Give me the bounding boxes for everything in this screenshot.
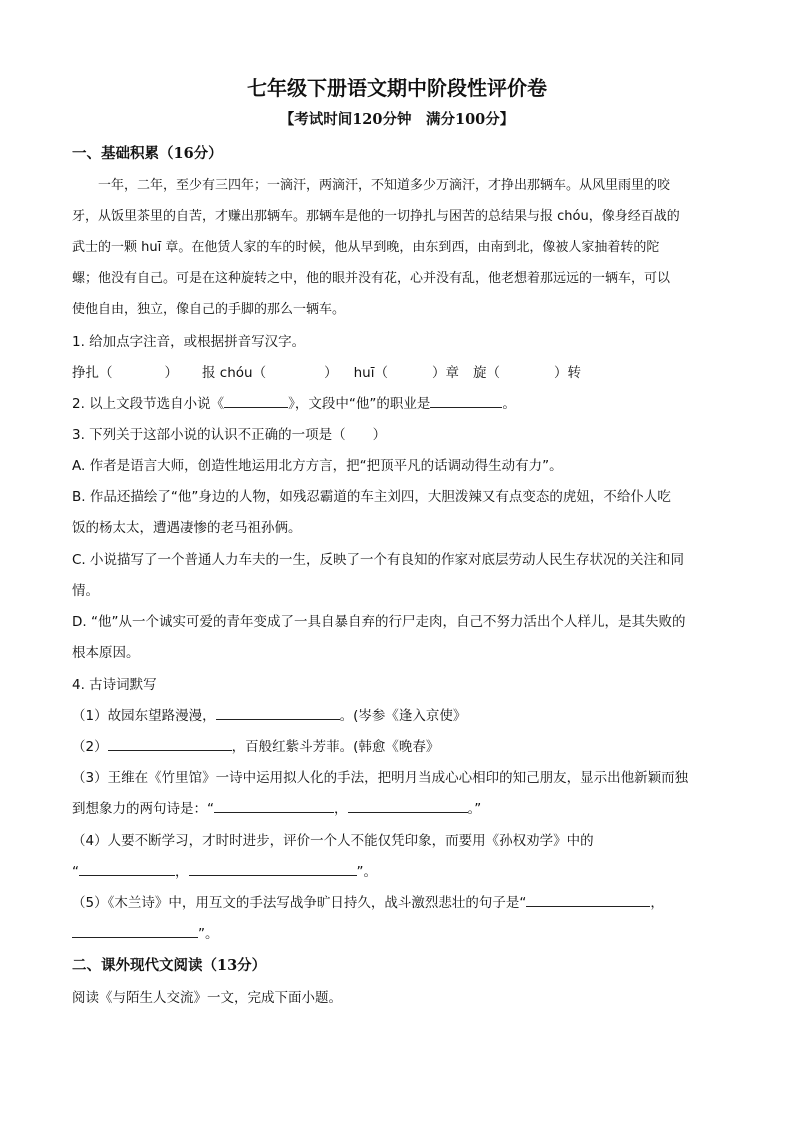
answer-blank[interactable] [108,736,232,751]
question-2: 2. 以上文段节选自小说《 》，文段中“他”的职业是 。 [72,392,516,412]
passage-line: 使他自由，独立，像自己的手脚的那么一辆车。 [72,302,346,317]
answer-blank[interactable] [526,892,650,907]
option-c-cont: 情。 [72,583,99,599]
option-d-cont: 根本原因。 [72,645,140,661]
option-a: A. 作者是语言大师，创造性地运用北方方言，把“把顶平凡的话调动得生动有力”。 [72,458,563,474]
question-3: 3. 下列关于这部小说的认识不正确的一项是（ ） [72,427,387,443]
poem-item-4: （4）人要不断学习，才时时进步，评价一个人不能仅凭印象，而要用《孙权劝学》中的 [72,833,594,849]
option-d: D. “他”从一个诚实可爱的青年变成了一具自暴自弃的行尸走肉，自己不努力活出个人样儿，是其失败的 [72,614,686,630]
question-4: 4. 古诗词默写 [72,677,157,693]
question-1: 1. 给加点字注音，或根据拼音写汉字。 [72,334,306,350]
poem-item-5-cont: ”。 [72,922,219,942]
answer-blank[interactable] [72,923,198,938]
answer-blank[interactable] [224,393,288,408]
option-c: C. 小说描写了一个普通人力车夫的一生，反映了一个有良知的作家对底层劳动人民生存状况的关注和同 [72,552,685,568]
section-2-heading: 二、课外现代文阅读（13分） [72,957,267,974]
answer-blank[interactable] [216,705,340,720]
poem-item-3-cont: 到想象力的两句诗是：“ ， 。” [72,797,481,817]
passage-line: 牙，从饭里茶里的自苦，才赚出那辆车。那辆车是他的一切挣扎与困苦的总结果与报 chóu，像身经百战的 [72,209,680,224]
answer-blank[interactable] [348,798,468,813]
poem-item-1: （1）故园东望路漫漫， 。(岑参《逢入京使》 [72,704,466,724]
option-b-cont: 饭的杨太太，遭遇凄惨的老马祖孙俩。 [72,520,302,536]
exam-info: 【考试时间120分钟 满分100分】 [279,111,515,128]
answer-blank[interactable] [79,861,175,876]
passage-line: 一年，二年，至少有三四年；一滴汗，两滴汗，不知道多少万滴汗，才挣出那辆车。从风里雨里的咬 [72,178,671,193]
passage-line: 螺；他没有自己。可是在这种旋转之中，他的眼并没有花，心并没有乱，他老想着那远远的一辆车，可以 [72,271,671,286]
passage-line: 武士的一颗 huī 章。在他赁人家的车的时候，他从早到晚，由东到西，由南到北，像被人家抽着转的陀 [72,240,660,255]
poem-item-4-cont: “ ， ”。 [72,860,377,880]
answer-blank[interactable] [214,798,334,813]
section-1-heading: 一、基础积累（16分） [72,145,223,162]
option-b: B. 作品还描绘了“他”身边的人物，如残忍霸道的车主刘四，大胆泼辣又有点变态的虎妞，不给仆人吃 [72,489,671,505]
answer-blank[interactable] [189,861,357,876]
poem-item-3: （3）王维在《竹里馆》一诗中运用拟人化的手法，把明月当成心心相印的知己朋友，显示出他新颖而独 [72,770,689,786]
answer-blank[interactable] [430,393,502,408]
reading-intro: 阅读《与陌生人交流》一文，完成下面小题。 [72,990,342,1006]
poem-item-5: （5）《木兰诗》中，用互文的手法写战争旷日持久，战斗激烈悲壮的句子是“ ， [72,891,664,911]
question-1-items: 挣扎（ ） 报 chóu（ ） huī（ ）章 旋（ ）转 [72,365,581,381]
poem-item-2: （2） ，百般红紫斗芳菲。(韩愈《晚春》 [72,735,439,755]
page-title: 七年级下册语文期中阶段性评价卷 [247,76,547,100]
